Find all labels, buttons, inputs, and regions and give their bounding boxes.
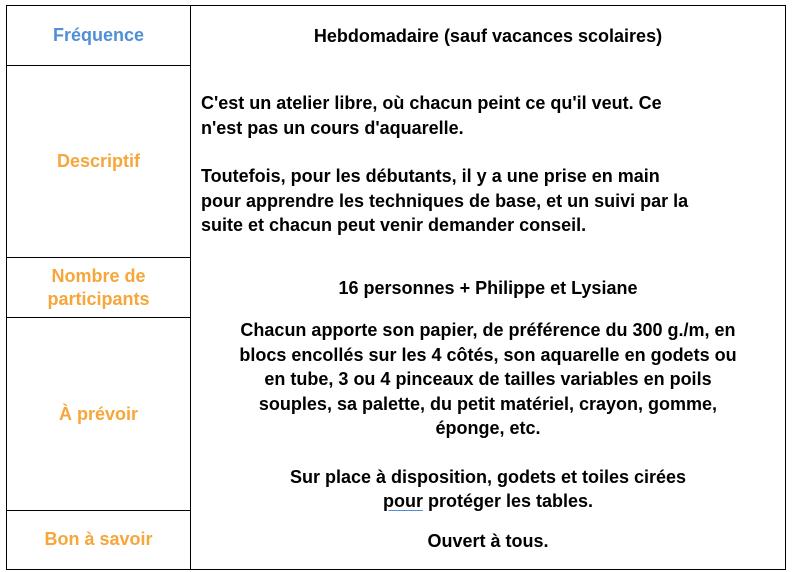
label-frequence-text: Fréquence	[52, 25, 145, 45]
bon-a-savoir-text: Ouvert à tous.	[427, 531, 549, 551]
label-participants	[7, 258, 190, 317]
value-descriptif	[201, 91, 781, 238]
label-a-prevoir-text: À prévoir	[58, 403, 139, 424]
descriptif-paragraph-1: C'est un atelier libre, où chacun peint ce qu'il veut. Ce n'est pas un cours d'aquarelle.	[201, 93, 662, 138]
a-prevoir-last-line	[191, 489, 785, 514]
descriptif-paragraph-2: Toutefois, pour les débutants, il y a une prise en main pour apprendre les techniques de base, et un suivi par la suite et chacun peut venir demander conseil.	[201, 166, 689, 235]
label-bon-a-savoir	[7, 511, 190, 568]
participants-text: 16 personnes + Philippe et Lysiane	[338, 278, 638, 298]
a-prevoir-paragraph-1: Chacun apporte son papier, de préférence du 300 g./m, en blocs encollés sur les 4 côtés, son aquarelle en godets ou en tube, 3 ou 4 pinceaux de tailles variables en poils souples, sa palette, du petit matériel, crayon, gomme, éponge, etc.	[239, 320, 737, 438]
value-bon-a-savoir	[191, 529, 785, 554]
last-line-rest: protéger les tables.	[422, 491, 594, 511]
underlined-word: pour	[382, 491, 423, 511]
label-frequence	[7, 6, 190, 65]
label-bon-a-savoir-text: Bon à savoir	[44, 529, 153, 549]
label-participants-text: Nombre de participants	[47, 265, 150, 309]
label-descriptif-text: Descriptif	[56, 151, 141, 171]
label-a-prevoir	[7, 318, 190, 510]
value-frequence	[191, 24, 785, 49]
label-descriptif	[7, 66, 190, 257]
value-participants	[191, 276, 785, 301]
a-prevoir-paragraph-2: Sur place à disposition, godets et toiles cirées	[289, 466, 687, 487]
frequence-text: Hebdomadaire (sauf vacances scolaires)	[313, 26, 663, 46]
value-a-prevoir	[191, 318, 785, 514]
